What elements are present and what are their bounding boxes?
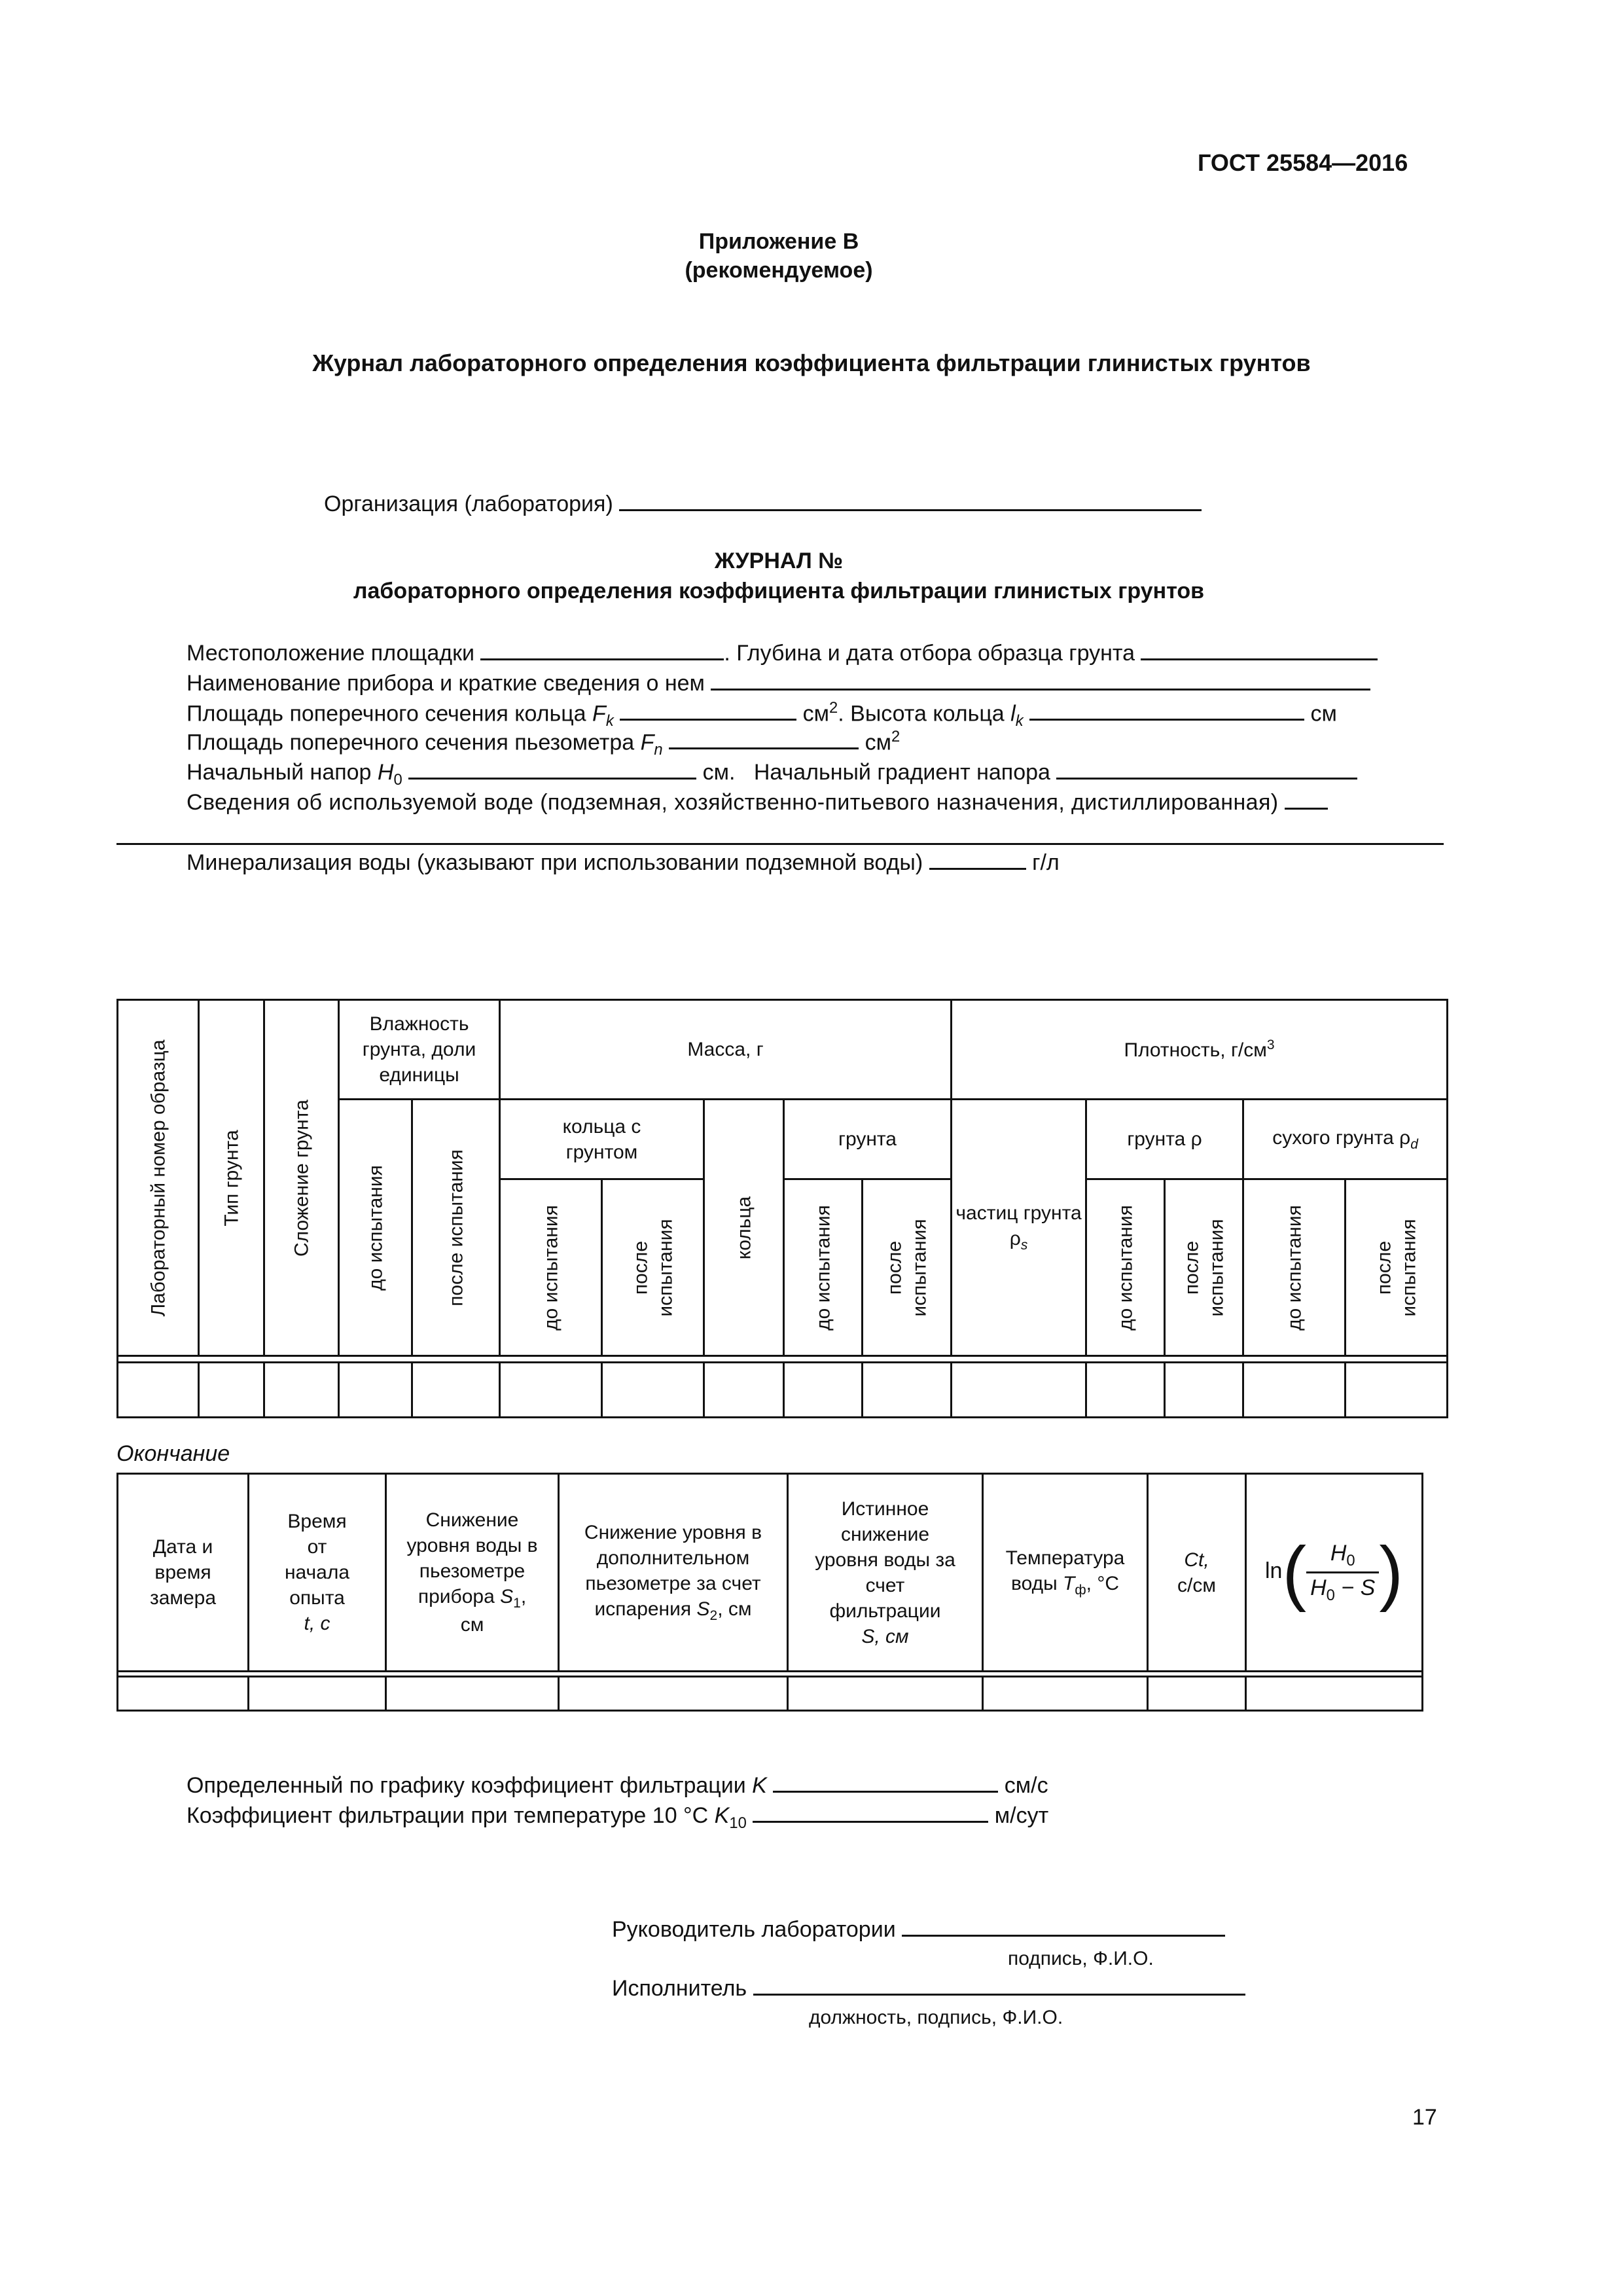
k10-symbol: K (714, 1803, 730, 1828)
soil-after-text-a: после (883, 1240, 906, 1295)
time-header-unit: t, с (304, 1613, 330, 1634)
head-line (187, 758, 1357, 789)
soil-after (863, 1179, 952, 1356)
piezo-area-symbol: F (640, 730, 654, 755)
mineralization-label: Минерализация воды (указывают при использовании подземной воды) (187, 850, 923, 875)
true-drop-unit: S, см (861, 1625, 909, 1647)
ring-area-subscript: k (605, 712, 614, 730)
head-blank[interactable] (408, 758, 696, 780)
temperature-header (983, 1474, 1148, 1672)
data-cell[interactable] (1086, 1363, 1165, 1418)
ln-formula-header (1246, 1474, 1423, 1672)
main-journal-table (116, 999, 1448, 1418)
table-row (118, 1677, 1423, 1711)
data-cell[interactable] (983, 1677, 1148, 1711)
data-cell[interactable] (704, 1363, 784, 1418)
ring-height-unit: см (1310, 701, 1337, 726)
col-soil-type-text: Тип грунта (220, 1129, 242, 1227)
drop-piezo-header (386, 1474, 559, 1672)
left-paren-icon: ( (1282, 1532, 1307, 1613)
k-line (187, 1771, 1048, 1799)
mineralization-line (187, 848, 1060, 876)
drop-additional-symbol: S (696, 1598, 710, 1621)
executor-line (612, 1974, 1245, 2001)
data-cell[interactable] (386, 1677, 559, 1711)
particles-density (952, 1100, 1086, 1356)
dry-rho-before (1243, 1179, 1346, 1356)
k10-blank[interactable] (753, 1801, 988, 1823)
data-cell[interactable] (1246, 1677, 1423, 1711)
mass-header: Масса, г (500, 1000, 952, 1100)
gradient-label: Начальный градиент напора (753, 760, 1050, 785)
head-lab-line (612, 1915, 1225, 1943)
drop-piezo-subscript: 1 (513, 1595, 521, 1611)
soil-density-header: грунта ρ (1086, 1100, 1243, 1179)
soil-before-text: до испытания (812, 1204, 834, 1331)
date-header: Дата и время замера (118, 1474, 249, 1672)
continuation-table (116, 1473, 1423, 1712)
device-line (187, 669, 1370, 696)
soil-rho-before (1086, 1179, 1165, 1356)
soil-rho-before-text: до испытания (1114, 1204, 1136, 1331)
k-unit: см/с (1004, 1773, 1048, 1798)
data-cell[interactable] (249, 1677, 386, 1711)
drop-piezo-unit: , см (460, 1585, 527, 1636)
data-cell[interactable] (264, 1363, 339, 1418)
col-composition-text: Сложение грунта (290, 1099, 312, 1257)
site-line (187, 639, 1378, 666)
water-continuation-rule[interactable] (116, 843, 1444, 845)
head-lab-label: Руководитель лаборатории (612, 1917, 896, 1942)
head-fraction (1306, 1539, 1379, 1605)
temperature-unit: , °С (1086, 1573, 1119, 1595)
mineralization-unit: г/л (1032, 850, 1060, 875)
data-cell[interactable] (412, 1363, 500, 1418)
moisture-before (339, 1100, 412, 1356)
ring-height-subscript: k (1015, 712, 1024, 730)
document-title: Журнал лабораторного определения коэффициента фильтрации глинистых грунтов (312, 350, 1311, 376)
mineralization-blank[interactable] (929, 848, 1026, 870)
col-soil-type (199, 1000, 264, 1356)
moisture-header: Влажность грунта, доли единицы (339, 1000, 500, 1100)
table-row (118, 1363, 1448, 1418)
dry-rho-after-text-b: испытания (1397, 1218, 1419, 1317)
device-label: Наименование прибора и краткие сведения о нем (187, 671, 705, 696)
dry-rho-before-text: до испытания (1283, 1204, 1305, 1331)
soil-rho-after (1165, 1179, 1243, 1356)
ln-text: ln (1265, 1558, 1283, 1583)
moisture-after (412, 1100, 500, 1356)
data-cell[interactable] (500, 1363, 602, 1418)
data-cell[interactable] (1346, 1363, 1448, 1418)
data-cell[interactable] (952, 1363, 1086, 1418)
piezo-area-line (187, 728, 900, 759)
site-label: Местоположение площадки (187, 641, 474, 666)
ring-area-symbol: F (592, 701, 606, 726)
water-line (187, 788, 1328, 816)
true-drop-header (788, 1474, 983, 1672)
drop-piezo-text: Снижение уровня воды в пьезометре прибора (406, 1509, 538, 1607)
appendix-kind: (рекомендуемое) (685, 258, 873, 283)
data-cell[interactable] (1165, 1363, 1243, 1418)
drop-additional-subscript: 2 (709, 1608, 718, 1624)
fraction-numerator-sub: 0 (1346, 1552, 1355, 1570)
moisture-before-text: до испытания (364, 1164, 386, 1291)
drop-additional-text: Снижение уровня в дополнительном пьезометре за счет испарения (584, 1522, 762, 1621)
ring-height-symbol: l (1010, 701, 1016, 726)
head-lab-hint: подпись, Ф.И.О. (1008, 1948, 1154, 1969)
col-lab-number (118, 1000, 199, 1356)
ring-area-label: Площадь поперечного сечения кольца (187, 701, 586, 726)
right-paren-icon: ) (1379, 1532, 1403, 1613)
water-blank[interactable] (1285, 788, 1328, 810)
data-cell[interactable] (118, 1677, 249, 1711)
soil-rho-after-text-a: после (1181, 1240, 1203, 1295)
particles-density-text: частиц грунта ρ (955, 1202, 1082, 1250)
drop-additional-unit: , см (717, 1598, 752, 1621)
table2-divider (118, 1672, 1423, 1677)
piezo-area-unit-power: 2 (891, 728, 901, 745)
ring-height-label: . Высота кольца (838, 701, 1005, 726)
page-number: 17 (1412, 2105, 1437, 2130)
water-label: Сведения об используемой воде (подземная, хозяйственно-питьевого назначения, дистиллированная) (187, 790, 1279, 815)
piezo-area-label: Площадь поперечного сечения пьезометра (187, 730, 635, 755)
depth-date-blank[interactable] (1141, 639, 1378, 660)
soil-rho-after-text-b: испытания (1205, 1218, 1227, 1317)
head-lab-signature-blank[interactable] (902, 1915, 1225, 1937)
standard-code: ГОСТ 25584—2016 (1198, 149, 1408, 176)
k10-unit: м/сут (994, 1803, 1049, 1828)
temperature-text: Температура воды (1005, 1547, 1125, 1595)
data-cell[interactable] (339, 1363, 412, 1418)
device-blank[interactable] (711, 669, 1370, 691)
data-cell[interactable] (788, 1677, 983, 1711)
k10-line (187, 1801, 1048, 1833)
dry-rho-after-text-a: после (1373, 1240, 1395, 1295)
piezo-area-blank[interactable] (669, 728, 859, 749)
ct-text: Ct, (1184, 1549, 1209, 1571)
gradient-blank[interactable] (1056, 758, 1357, 780)
data-cell[interactable] (118, 1363, 199, 1418)
ring-soil-after (602, 1179, 704, 1356)
piezo-area-subscript: n (654, 741, 663, 759)
time-header (249, 1474, 386, 1672)
ring-area-unit: см (802, 701, 829, 726)
ct-header (1148, 1474, 1246, 1672)
executor-label: Исполнитель (612, 1976, 747, 2001)
data-cell[interactable] (1243, 1363, 1346, 1418)
temperature-subscript: ф (1075, 1583, 1086, 1598)
ring-mass-text: кольца (732, 1196, 755, 1259)
organization-label: Организация (лаборатория) (324, 492, 613, 516)
fraction-numerator: H (1330, 1541, 1347, 1566)
soil-after-text-b: испытания (908, 1218, 930, 1317)
site-blank[interactable] (480, 639, 724, 660)
true-drop-text: Истинное снижение уровня воды за счет фильтрации (815, 1498, 955, 1622)
executor-signature-blank[interactable] (753, 1974, 1245, 1996)
data-cell[interactable] (784, 1363, 863, 1418)
temperature-symbol: T (1063, 1573, 1075, 1595)
executor-hint: должность, подпись, Ф.И.О. (809, 2007, 1063, 2028)
ring-soil-after-text-a: после (630, 1240, 652, 1295)
ring-soil-before-text: до испытания (539, 1204, 562, 1331)
dry-density-header (1243, 1100, 1448, 1179)
ring-with-soil-header: кольца с грунтом (500, 1100, 704, 1179)
k10-label: Коэффициент фильтрации при температуре 10 °С (187, 1803, 709, 1828)
journal-title: ЖУРНАЛ № (714, 548, 844, 573)
density-header (952, 1000, 1448, 1100)
fraction-denominator-tail: − S (1334, 1575, 1376, 1600)
depth-date-label: . Глубина и дата отбора образца грунта (724, 641, 1135, 666)
soil-before (784, 1179, 863, 1356)
ring-area-line (187, 699, 1337, 730)
data-cell[interactable] (602, 1363, 704, 1418)
organization-blank[interactable] (619, 490, 1202, 511)
time-header-text: Время от начала опыта (284, 1511, 350, 1609)
k10-subscript: 10 (729, 1814, 747, 1832)
k-blank[interactable] (773, 1771, 998, 1793)
k-symbol: K (752, 1773, 767, 1798)
ring-area-unit-power: 2 (829, 699, 838, 717)
ring-height-blank[interactable] (1029, 699, 1304, 721)
k-label: Определенный по графику коэффициент фильтрации (187, 1773, 746, 1798)
data-cell[interactable] (559, 1677, 788, 1711)
dry-density-sub: d (1410, 1136, 1418, 1152)
drop-piezo-symbol: S (500, 1585, 514, 1607)
piezo-area-unit: см (865, 730, 891, 755)
ending-label: Окончание (116, 1441, 230, 1466)
ct-unit: с/см (1177, 1574, 1216, 1596)
appendix-title: Приложение В (698, 229, 859, 254)
soil-mass-header: грунта (784, 1100, 952, 1179)
fraction-denominator: H (1310, 1575, 1327, 1600)
data-cell[interactable] (1148, 1677, 1246, 1711)
ring-soil-before (500, 1179, 602, 1356)
ring-mass (704, 1100, 784, 1356)
dry-rho-after (1346, 1179, 1448, 1356)
journal-subtitle: лабораторного определения коэффициента фильтрации глинистых грунтов (353, 579, 1205, 603)
col-composition (264, 1000, 339, 1356)
dry-density-text: сухого грунта ρ (1272, 1126, 1411, 1149)
fraction-denominator-sub: 0 (1326, 1586, 1335, 1604)
head-symbol: H (377, 760, 394, 785)
head-subscript: 0 (393, 770, 402, 789)
organization-field (324, 490, 1202, 517)
table1-divider (118, 1356, 1448, 1363)
col-lab-number-text: Лабораторный номер образца (147, 1039, 169, 1317)
moisture-after-text: после испытания (444, 1149, 467, 1306)
ring-area-blank[interactable] (620, 699, 796, 721)
density-header-power: 3 (1266, 1037, 1275, 1052)
ring-soil-after-text-b: испытания (654, 1218, 676, 1317)
particles-density-sub: s (1020, 1238, 1028, 1253)
head-label: Начальный напор (187, 760, 372, 785)
data-cell[interactable] (199, 1363, 264, 1418)
head-unit: см. (702, 760, 736, 785)
density-header-text: Плотность, г/см (1124, 1039, 1267, 1061)
drop-additional-header (559, 1474, 788, 1672)
data-cell[interactable] (863, 1363, 952, 1418)
